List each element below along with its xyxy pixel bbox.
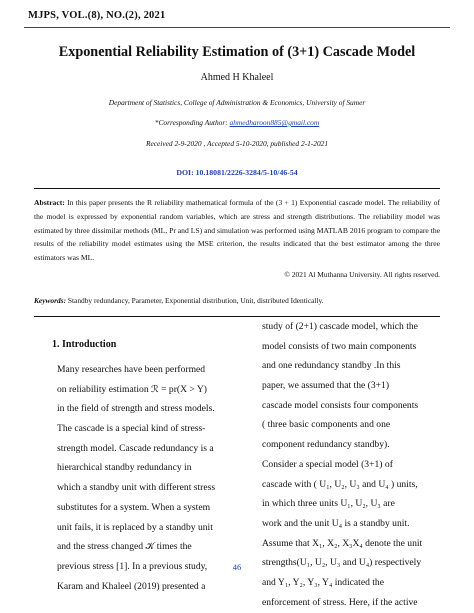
text-line: ( three basic components and one	[262, 419, 391, 431]
paper-title: Exponential Reliability Estimation of (3+1) Cascade Model	[58, 44, 416, 60]
text-line: on reliability estimation ℛ = pr(X > Y)	[57, 383, 208, 395]
text-line: study of (2+1) cascade model, which the	[262, 321, 418, 332]
text-line: hierarchical standby redundancy in	[57, 462, 192, 474]
text-line: substitutes for a system. When a system	[57, 501, 211, 513]
text-line: paper, we assumed that the (3+1)	[262, 380, 390, 392]
text-line: strength model. Cascade redundancy is a	[57, 442, 214, 454]
text-line: The cascade is a special kind of stress-	[57, 423, 206, 435]
header-rule	[24, 27, 450, 28]
corresponding-author	[0, 118, 474, 127]
copyright-notice: © 2021 Al Muthanna University. All rights reserved.	[284, 270, 440, 279]
text-line: Consider a special model (3+1) of	[262, 458, 393, 470]
text-line: enforcement of stress. Here, if the active	[262, 596, 418, 608]
text-line: strengths(U₁, U₂, U₃ and U₄) respectively	[262, 557, 422, 569]
abstract-top-rule	[34, 188, 440, 189]
section-heading: 1. Introduction	[52, 339, 117, 350]
text-line: cascade with ( U₁, U₂, U₃ and U₄ ) units,	[262, 478, 418, 490]
abstract-paragraph	[34, 196, 440, 265]
text-line: which a standby unit with different stress	[57, 482, 216, 494]
page-number: 46	[232, 562, 242, 572]
doi-link[interactable]: DOI: 10.18081/2226-3284/5-10/46-54	[176, 168, 298, 177]
keywords-text: Standby redundancy, Parameter, Exponential distribution, Unit, distributed Identically.	[66, 296, 324, 305]
text-line: and one redundancy standby .In this	[262, 360, 401, 372]
text-line: model consists of two main components	[262, 340, 417, 352]
abstract-label: Abstract:	[34, 198, 65, 207]
text-line: Assume that X₁, X₂, X₃X₄ denote the unit	[262, 537, 423, 549]
text-line: previous stress [1]. In a previous study,	[57, 560, 208, 572]
author-name: Ahmed H Khaleel	[200, 72, 274, 83]
journal-header: MJPS, VOL.(8), NO.(2), 2021	[28, 10, 166, 21]
abstract-text: In this paper presents the R reliability mathematical formula of the (3 + 1) Exponential cascade model. The reliability of the model is expressed by exponential random variables, which are stress and strength distributions. The reliability model was estimated by three dissimilar methods (ML, Pr and LS) and simulation was performed using MATLAB 2016 program to compare the results of the reliability model estimates using the MSE criterion, the results indicated that the best estimator among the three estimators was ML.	[34, 198, 440, 263]
text-line: unit fails, it is replaced by a standby unit	[57, 521, 213, 533]
corresponding-label: *Corresponding Author:	[154, 118, 230, 127]
text-line: work and the unit U₄ is a standby unit.	[262, 517, 410, 529]
left-column-text	[57, 360, 228, 596]
text-line: cascade model consists four components	[262, 399, 419, 411]
text-line: in which three units U₁, U₂, U₃ are	[262, 498, 395, 510]
text-line: and the stress changed 𝒦 times the	[57, 541, 192, 553]
text-line: component redundancy standby).	[262, 439, 390, 451]
keywords-label: Keywords:	[34, 296, 67, 305]
text-line: in the field of strength and stress models.	[57, 403, 215, 415]
text-line: and Y₁, Y₂, Y₃, Y₄ indicated the	[262, 576, 384, 588]
text-line: Many researches have been performed	[57, 364, 206, 375]
text-line: Karam and Khaleel (2019) presented a	[57, 580, 206, 592]
corresponding-email-link[interactable]: ahmedharoon885@gmail.com	[229, 118, 320, 127]
publication-dates: Received 2-9-2020 , Accepted 5-10-2020, published 2-1-2021	[145, 139, 329, 148]
affiliation: Department of Statistics, College of Administration & Economics, University of Sumer	[108, 98, 366, 107]
keywords-line	[34, 296, 440, 305]
